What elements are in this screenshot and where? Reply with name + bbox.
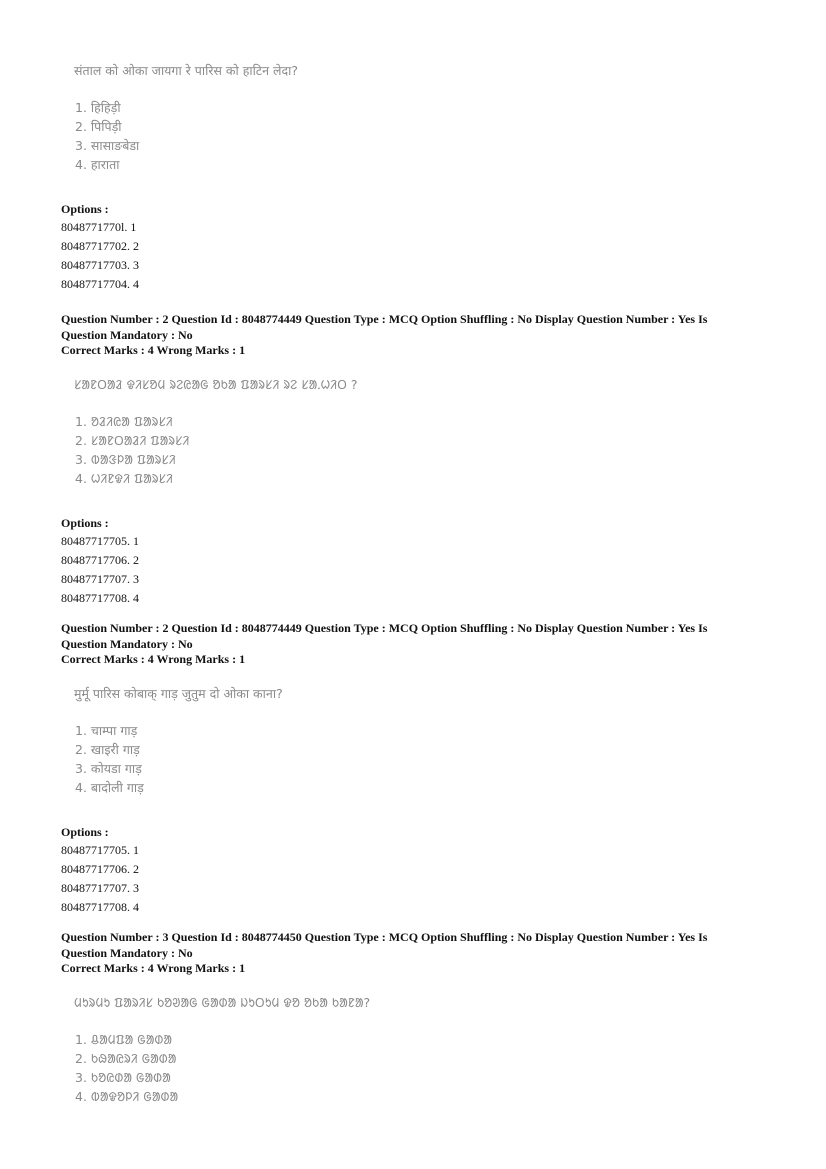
question-mandatory: Question Mandatory : No xyxy=(61,636,193,651)
option-code-1: 80487717705. 1 xyxy=(61,842,139,857)
options-label: Options : xyxy=(61,515,109,530)
question-2-text: ᱥᱟᱱᱛᱟᱲ ᱫᱤᱥᱚᱢ ᱨᱮᱭᱟᱜ ᱚᱠᱟ ᱯᱟᱨᱥᱤ ᱨᱮ ᱥᱟᱹᱦᱤᱛ ? xyxy=(74,376,358,392)
option-code-4: 80487717708. 4 xyxy=(61,899,139,914)
question-marks: Correct Marks : 4 Wrong Marks : 1 xyxy=(61,652,246,666)
question-header: Question Number : 2 Question Id : 8048774449 Question Type : MCQ Option Shuffling : No Display Question Number : Yes Is xyxy=(61,312,708,326)
question-4-option-3: 3. ᱠᱚᱭᱰᱟ ᱜᱟᱰᱟ xyxy=(75,1069,171,1085)
question-4-option-1: 1. ᱪᱟᱢᱯᱟ ᱜᱟᱰᱟ xyxy=(75,1031,173,1047)
option-code-2: 80487717706. 2 xyxy=(61,552,139,567)
option-code-1: 80487717705. 1 xyxy=(61,533,139,548)
question-3-option-2: 2. खाइरी गाड़ xyxy=(75,741,140,757)
question-header: Question Number : 2 Question Id : 8048774449 Question Type : MCQ Option Shuffling : No Display Question Number : Yes Is xyxy=(61,621,708,635)
option-code-3: 80487717703. 3 xyxy=(61,258,139,272)
question-4-text: ᱢᱩᱨᱢᱩ ᱯᱟᱨᱤᱥ ᱠᱚᱣᱟᱜ ᱜᱟᱰᱟ ᱡᱩᱛᱩᱢ ᱫᱚ ᱚᱠᱟ ᱠᱟᱱᱟ? xyxy=(74,994,371,1010)
option-code-1: 8048771770l. 1 xyxy=(61,220,137,234)
question-3-option-1: 1. चाम्पा गाड़ xyxy=(75,722,138,738)
question-1-text: संताल को ओका जायगा रे पारिस को हाटिन लेदा? xyxy=(74,63,298,78)
question-2-image-text xyxy=(74,376,761,488)
question-1-image-text xyxy=(74,62,761,174)
question-2-option-4: 4. ᱦᱤᱱᱫᱤ ᱯᱟᱨᱥᱤ xyxy=(75,470,173,486)
question-mandatory: Question Mandatory : No xyxy=(61,327,193,342)
question-2-option-2: 2. ᱥᱟᱱᱛᱟᱲᱤ ᱯᱟᱨᱥᱤ xyxy=(75,432,190,448)
option-code-4: 80487717704. 4 xyxy=(61,277,139,291)
question-3-block xyxy=(61,621,761,917)
question-1-option-1: 1. हिहिड़ी xyxy=(75,100,121,115)
option-code-2: 80487717702. 2 xyxy=(61,239,139,253)
question-1-block xyxy=(61,62,761,294)
question-3-option-3: 3. कोयडा गाड़ xyxy=(75,760,142,776)
question-2-option-1: 1. ᱚᱲᱤᱭᱟ ᱯᱟᱨᱥᱤ xyxy=(75,413,173,429)
question-4-block xyxy=(61,930,761,1106)
option-code-2: 80487717706. 2 xyxy=(61,861,139,876)
question-3-image-text xyxy=(74,685,761,797)
question-1-option-2: 2. पिपिड़ी xyxy=(75,119,122,134)
question-2-option-3: 3. ᱵᱟᱝᱞᱟ ᱯᱟᱨᱥᱤ xyxy=(75,451,176,467)
question-marks: Correct Marks : 4 Wrong Marks : 1 xyxy=(61,343,246,357)
question-mandatory: Question Mandatory : No xyxy=(61,945,193,960)
question-header: Question Number : 3 Question Id : 8048774450 Question Type : MCQ Option Shuffling : No Display Question Number : Yes Is xyxy=(61,930,708,944)
options-label: Options : xyxy=(61,824,109,839)
question-1-option-4: 4. हाराता xyxy=(75,157,120,172)
question-4-option-2: 2. ᱠᱷᱟᱭᱨᱤ ᱜᱟᱰᱟ xyxy=(75,1050,177,1066)
question-4-image-text xyxy=(74,994,761,1106)
question-3-text: मुर्मू पारिस कोबाक् गाड़ जुतुम दो ओका काना? xyxy=(74,685,283,701)
options-label: Options : xyxy=(61,202,109,216)
option-code-4: 80487717708. 4 xyxy=(61,590,139,605)
question-4-option-4: 4. ᱵᱟᱫᱚᱞᱤ ᱜᱟᱰᱟ xyxy=(75,1088,179,1104)
question-2-block xyxy=(61,312,761,608)
option-code-3: 80487717707. 3 xyxy=(61,880,139,895)
question-1-option-3: 3. सासाङबेडा xyxy=(75,138,140,153)
question-3-option-4: 4. बादोली गाड़ xyxy=(75,779,144,795)
question-marks: Correct Marks : 4 Wrong Marks : 1 xyxy=(61,961,246,975)
option-code-3: 80487717707. 3 xyxy=(61,571,139,586)
